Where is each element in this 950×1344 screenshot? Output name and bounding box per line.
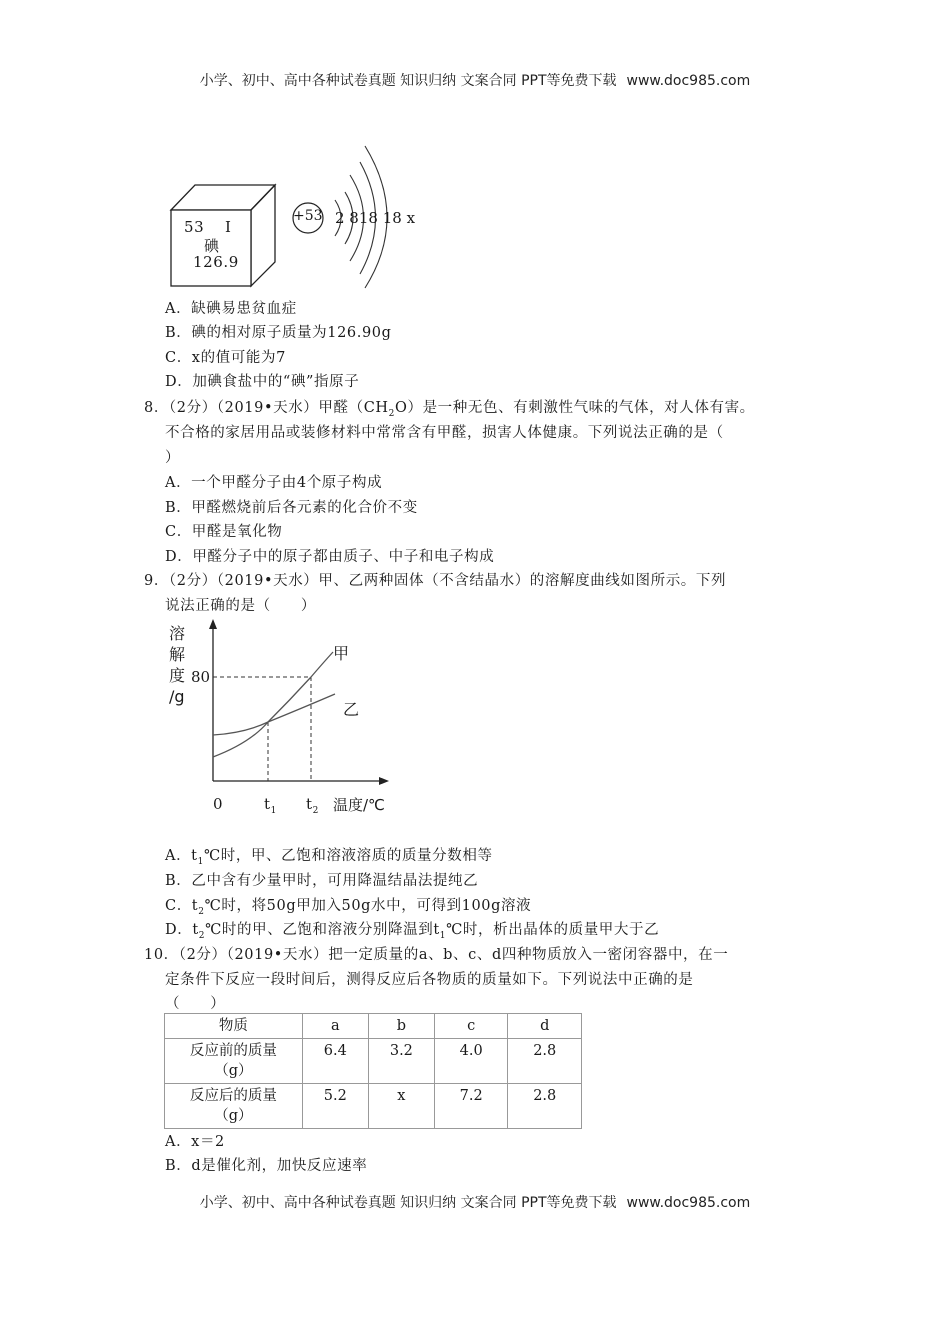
q9-option-a: A．$t_1℃$时，甲、乙饱和溶液溶质的质量分数相等 — [165, 848, 493, 867]
x-axis-label: 温度/℃ — [333, 796, 385, 814]
table-header-cell: 物质 — [165, 1014, 303, 1039]
element-name: 碘 — [204, 237, 220, 255]
y-label-char: /g — [169, 687, 185, 706]
q7-option-d: D．加碘食盐中的“碘”指原子 — [165, 374, 360, 390]
x-tick-t1: $t_1$ — [264, 795, 277, 816]
header-banner-text: 小学、初中、高中各种试卷真题 知识归纳 文案合同 PPT等免费下载 — [199, 73, 617, 89]
q9-stem-line1: 9．（2分）（2019•天水）甲、乙两种固体（不含结晶水）的溶解度曲线如图所示。下列 — [144, 573, 727, 589]
table-cell: x — [368, 1084, 434, 1129]
table-header-cell: a — [302, 1014, 368, 1039]
q10-stem-line3: （ ） — [165, 996, 226, 1012]
table-cell: 7.2 — [434, 1084, 508, 1129]
table-header-row — [165, 1014, 582, 1039]
q8-option-a: A．一个甲醛分子由4个原子构成 — [165, 475, 383, 491]
q7-option-b: B．碘的相对原子质量为126.90g — [165, 325, 392, 341]
series-jia-curve — [213, 652, 333, 757]
mass-data-table — [164, 1013, 582, 1129]
table-cell: 2.8 — [508, 1084, 582, 1129]
q9-option-b: B．乙中含有少量甲时，可用降温结晶法提纯乙 — [165, 873, 479, 889]
q9-option-d: D．$t_2℃$时的甲、乙饱和溶液分别降温到$t_1℃$时，析出晶体的质量甲大于乙 — [165, 922, 660, 941]
q8-formula-subscript: 2 — [388, 408, 395, 419]
q7-option-c: C．x的值可能为7 — [165, 350, 286, 366]
electron-shell-counts: 2 818 18 x — [335, 209, 416, 227]
q8-stem-line1 — [144, 396, 755, 419]
y-axis-label — [169, 623, 185, 707]
q10-option-b: B．d是催化剂，加快反应速率 — [165, 1158, 368, 1174]
footer-banner-text: 小学、初中、高中各种试卷真题 知识归纳 文案合同 PPT等免费下载 — [199, 1195, 617, 1211]
q8-option-d: D．甲醛分子中的原子都由质子、中子和电子构成 — [165, 549, 495, 565]
q8-stem-line2: 不合格的家居用品或装修材料中常常含有甲醛，损害人体健康。下列说法正确的是（ — [165, 425, 724, 441]
table-header-cell: c — [434, 1014, 508, 1039]
table-header-cell: d — [508, 1014, 582, 1039]
header-banner — [0, 70, 950, 90]
q10-option-a: A．x＝2 — [165, 1134, 225, 1150]
element-atomic-number: 53 — [184, 218, 205, 236]
element-mass: 126.9 — [193, 253, 239, 271]
q8-stem-line3: ） — [165, 450, 181, 466]
q10-stem-line1: 10．（2分）（2019•天水）把一定质量的a、b、c、d四种物质放入一密闭容器中，在一 — [144, 947, 729, 963]
table-header-cell: b — [368, 1014, 434, 1039]
table-row-label: 反应后的质量 （g） — [165, 1084, 303, 1129]
table-cell: 4.0 — [434, 1039, 508, 1084]
table-cell: 3.2 — [368, 1039, 434, 1084]
header-banner-url[interactable]: www.doc985.com — [626, 73, 751, 89]
table-row — [165, 1039, 582, 1084]
q8-stem-post: O）是一种无色、有刺激性气味的气体，对人体有害。 — [394, 400, 755, 416]
q8-stem-pre: 8．（2分）（2019•天水）甲醛（CH — [144, 400, 389, 416]
q8-option-b: B．甲醛燃烧前后各元素的化合价不变 — [165, 500, 418, 516]
series-yi-curve — [213, 694, 335, 735]
element-symbol: I — [225, 218, 232, 236]
table-row — [165, 1084, 582, 1129]
table-cell: 2.8 — [508, 1039, 582, 1084]
table-cell: 5.2 — [302, 1084, 368, 1129]
y-label-char: 溶 — [169, 624, 186, 643]
x-tick-0: 0 — [213, 795, 224, 813]
table-cell: 6.4 — [302, 1039, 368, 1084]
q9-stem-line2: 说法正确的是（ ） — [165, 598, 316, 614]
q8-option-c: C．甲醛是氧化物 — [165, 524, 283, 540]
y-label-char: 解 — [169, 645, 186, 664]
nucleus-charge: +53 — [293, 208, 323, 224]
footer-banner — [0, 1192, 950, 1212]
y-label-char: 度 — [169, 666, 186, 685]
y-tick-80: 80 — [191, 668, 211, 686]
q10-stem-line2: 定条件下反应一段时间后，测得反应后各物质的质量如下。下列说法中正确的是 — [165, 972, 694, 988]
series-label-yi: 乙 — [343, 700, 360, 719]
footer-banner-url[interactable]: www.doc985.com — [626, 1195, 751, 1211]
q7-option-a: A．缺碘易患贫血症 — [165, 301, 297, 317]
table-row-label: 反应前的质量 （g） — [165, 1039, 303, 1084]
x-tick-t2: $t_2$ — [306, 795, 319, 816]
series-label-jia: 甲 — [333, 644, 350, 663]
q9-option-c: C．$t_2℃$时，将50g甲加入50g水中，可得到100g溶液 — [165, 898, 532, 917]
